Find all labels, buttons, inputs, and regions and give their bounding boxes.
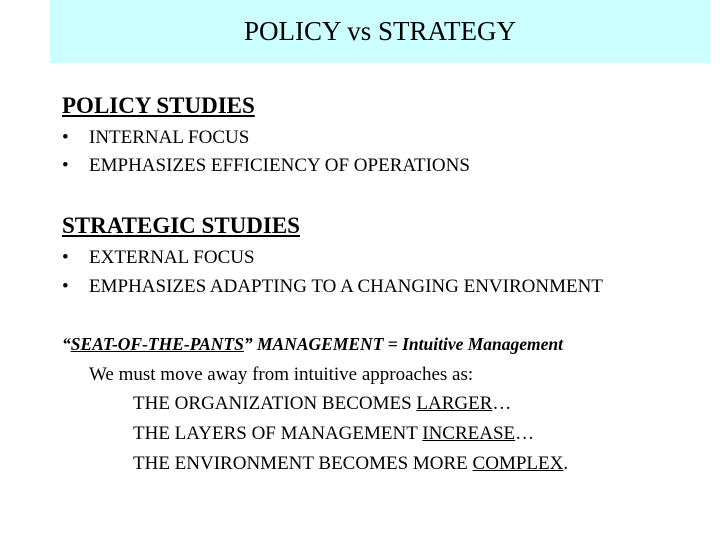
intuitive-line-increase	[133, 423, 534, 445]
policy-bullet-internal-focus	[62, 127, 249, 149]
bullet-icon: •	[62, 127, 69, 148]
title-bar	[50, 0, 710, 63]
seat-line-rest: ” MANAGEMENT = Intuitive Management	[243, 334, 564, 354]
strategic-bullet-adapting	[62, 276, 603, 298]
intuitive-line-complex	[133, 453, 568, 475]
line-suffix: .	[563, 453, 569, 474]
intuitive-intro: We must move away from intuitive approaches as:	[89, 364, 474, 385]
bullet-text: EMPHASIZES ADAPTING TO A CHANGING ENVIRONMENT	[89, 276, 603, 297]
line-prefix: THE ENVIRONMENT BECOMES MORE	[133, 453, 473, 474]
intuitive-line-larger	[133, 393, 511, 415]
line-prefix: THE LAYERS OF MANAGEMENT	[133, 423, 423, 444]
seat-of-the-pants-term: SEAT-OF-THE-PANTS	[70, 334, 244, 354]
bullet-text: EXTERNAL FOCUS	[89, 247, 255, 268]
bullet-icon: •	[62, 276, 69, 297]
open-quote: “	[62, 334, 71, 354]
bullet-text: EMPHASIZES EFFICIENCY OF OPERATIONS	[89, 155, 470, 176]
bullet-text: INTERNAL FOCUS	[89, 127, 250, 148]
strategic-bullet-external-focus	[62, 247, 255, 269]
keyword-larger: LARGER	[416, 393, 493, 414]
keyword-increase: INCREASE	[422, 423, 516, 444]
slide-title: POLICY vs STRATEGY	[243, 16, 517, 46]
line-suffix: …	[515, 423, 535, 444]
strategic-studies-heading: STRATEGIC STUDIES	[62, 213, 300, 238]
seat-of-the-pants-line	[62, 333, 563, 355]
line-suffix: …	[492, 393, 512, 414]
bullet-icon: •	[62, 155, 69, 176]
policy-bullet-efficiency	[62, 155, 470, 177]
line-prefix: THE ORGANIZATION BECOMES	[133, 393, 417, 414]
keyword-complex: COMPLEX	[472, 453, 564, 474]
bullet-icon: •	[62, 247, 69, 268]
policy-studies-heading: POLICY STUDIES	[62, 93, 255, 118]
